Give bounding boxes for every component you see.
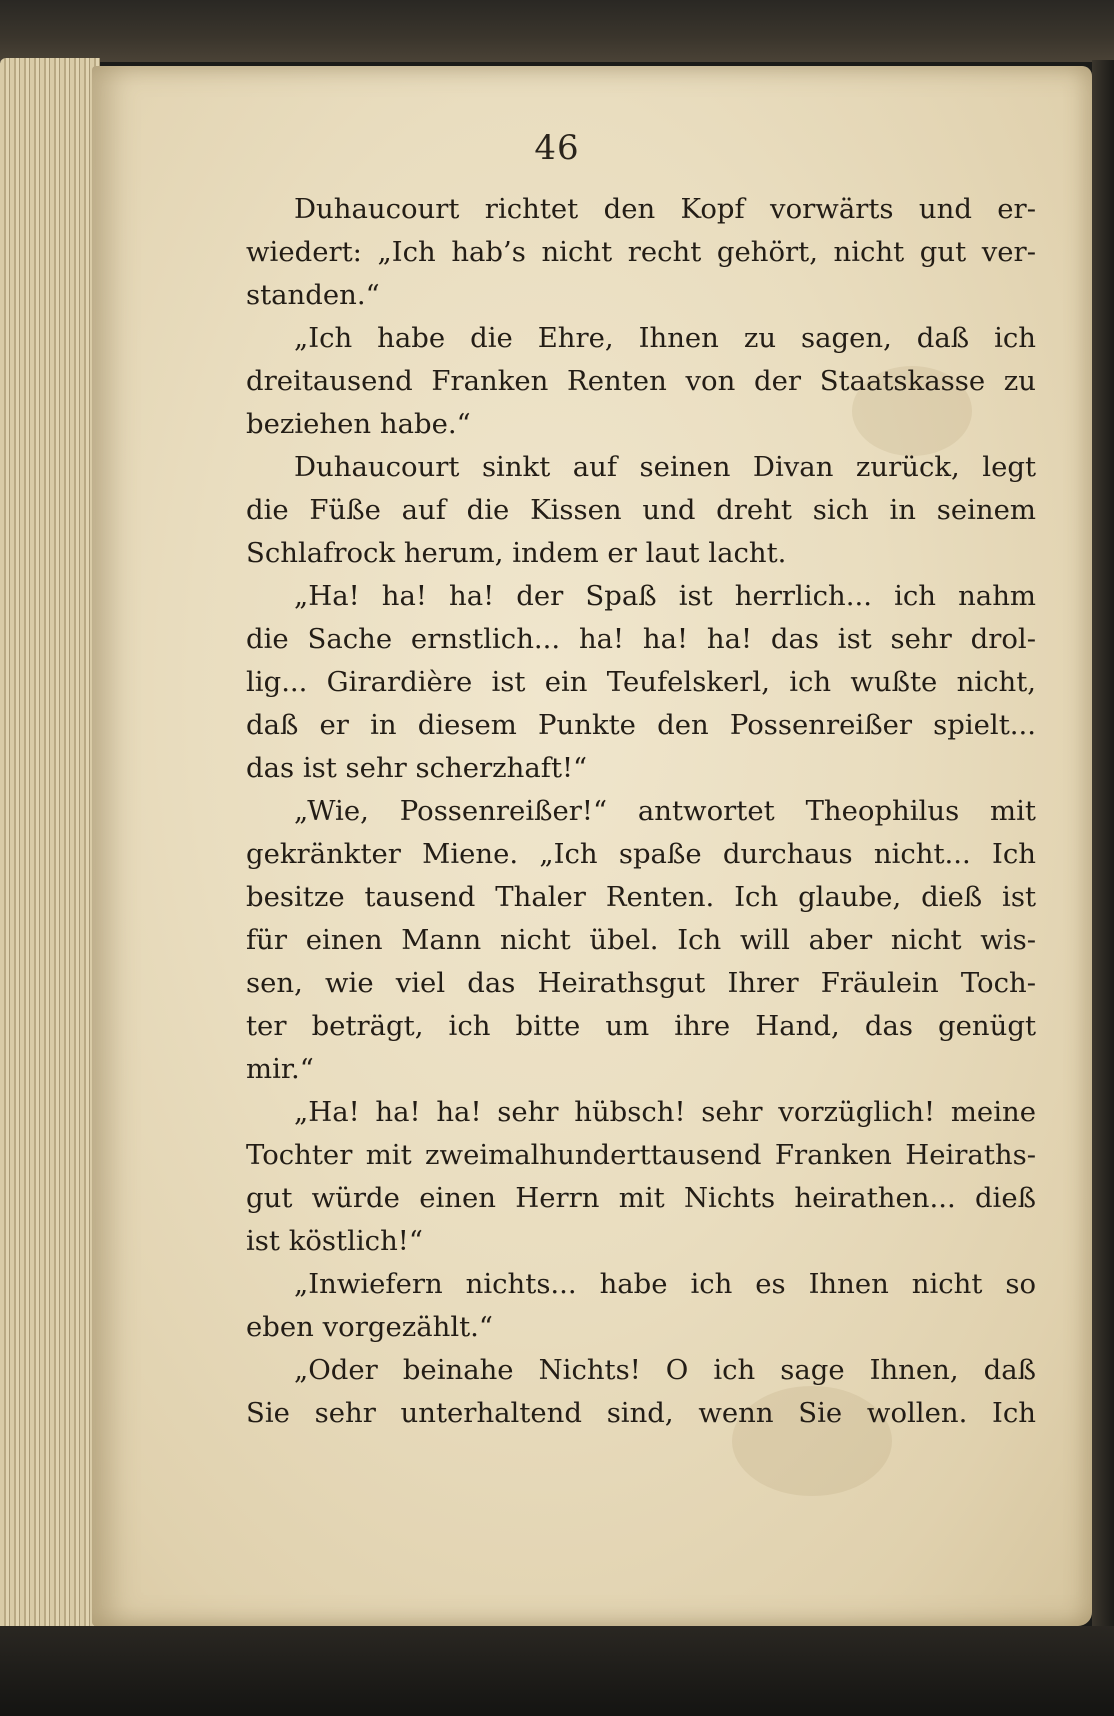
text-line: lig... Girardière ist ein Teufelskerl, ich wußte nicht, bbox=[246, 666, 1036, 698]
page-edges bbox=[0, 58, 100, 1638]
text-line: die Füße auf die Kissen und dreht sich in seinem bbox=[246, 494, 1036, 526]
text-line: sen, wie viel das Heirathsgut Ihrer Fräulein Toch- bbox=[246, 967, 1036, 999]
text-line: mir.“ bbox=[246, 1053, 314, 1085]
text-line: für einen Mann nicht übel. Ich will aber nicht wis- bbox=[246, 924, 1036, 956]
text-line: ist köstlich!“ bbox=[246, 1225, 423, 1257]
text-line: „Ha! ha! ha! sehr hübsch! sehr vorzüglich! meine bbox=[294, 1096, 1036, 1128]
book-cover-right bbox=[1092, 60, 1114, 1640]
text-line: daß er in diesem Punkte den Possenreißer spielt... bbox=[246, 709, 1036, 741]
text-line: gut würde einen Herrn mit Nichts heirathen... dieß bbox=[246, 1182, 1036, 1214]
text-line: die Sache ernstlich... ha! ha! ha! das ist sehr drol- bbox=[246, 623, 1036, 655]
text-line: das ist sehr scherzhaft!“ bbox=[246, 752, 588, 784]
text-line: Sie sehr unterhaltend sind, wenn Sie wollen. Ich bbox=[246, 1397, 1036, 1429]
text-line: Duhaucourt sinkt auf seinen Divan zurück, legt bbox=[294, 451, 1036, 483]
text-line: Schlafrock herum, indem er laut lacht. bbox=[246, 537, 787, 569]
book-cover-top bbox=[0, 0, 1114, 62]
text-line: beziehen habe.“ bbox=[246, 408, 471, 440]
text-line: wiedert: „Ich hab’s nicht recht gehört, nicht gut ver- bbox=[246, 236, 1036, 268]
text-line: „Ha! ha! ha! der Spaß ist herrlich... ich nahm bbox=[294, 580, 1036, 612]
text-line: gekränkter Miene. „Ich spaße durchaus nicht... Ich bbox=[246, 838, 1036, 870]
text-line: „Wie, Possenreißer!“ antwortet Theophilus mit bbox=[294, 795, 1036, 827]
text-line: Tochter mit zweimalhunderttausend Franken Heiraths- bbox=[246, 1139, 1036, 1171]
page-number: 46 bbox=[534, 128, 580, 168]
text-line: „Ich habe die Ehre, Ihnen zu sagen, daß ich bbox=[294, 322, 1036, 354]
text-line: Duhaucourt richtet den Kopf vorwärts und er- bbox=[294, 193, 1036, 225]
text-line: standen.“ bbox=[246, 279, 380, 311]
text-line: „Oder beinahe Nichts! O ich sage Ihnen, daß bbox=[294, 1354, 1036, 1386]
text-line: ter beträgt, ich bitte um ihre Hand, das genügt bbox=[246, 1010, 1036, 1042]
text-line: besitze tausend Thaler Renten. Ich glaube, dieß ist bbox=[246, 881, 1036, 913]
book-cover-bottom bbox=[0, 1626, 1114, 1716]
text-line: eben vorgezählt.“ bbox=[246, 1311, 493, 1343]
text-line: „Inwiefern nichts... habe ich es Ihnen nicht so bbox=[294, 1268, 1036, 1300]
text-line: dreitausend Franken Renten von der Staatskasse zu bbox=[246, 365, 1036, 397]
body-text bbox=[246, 188, 1036, 1435]
